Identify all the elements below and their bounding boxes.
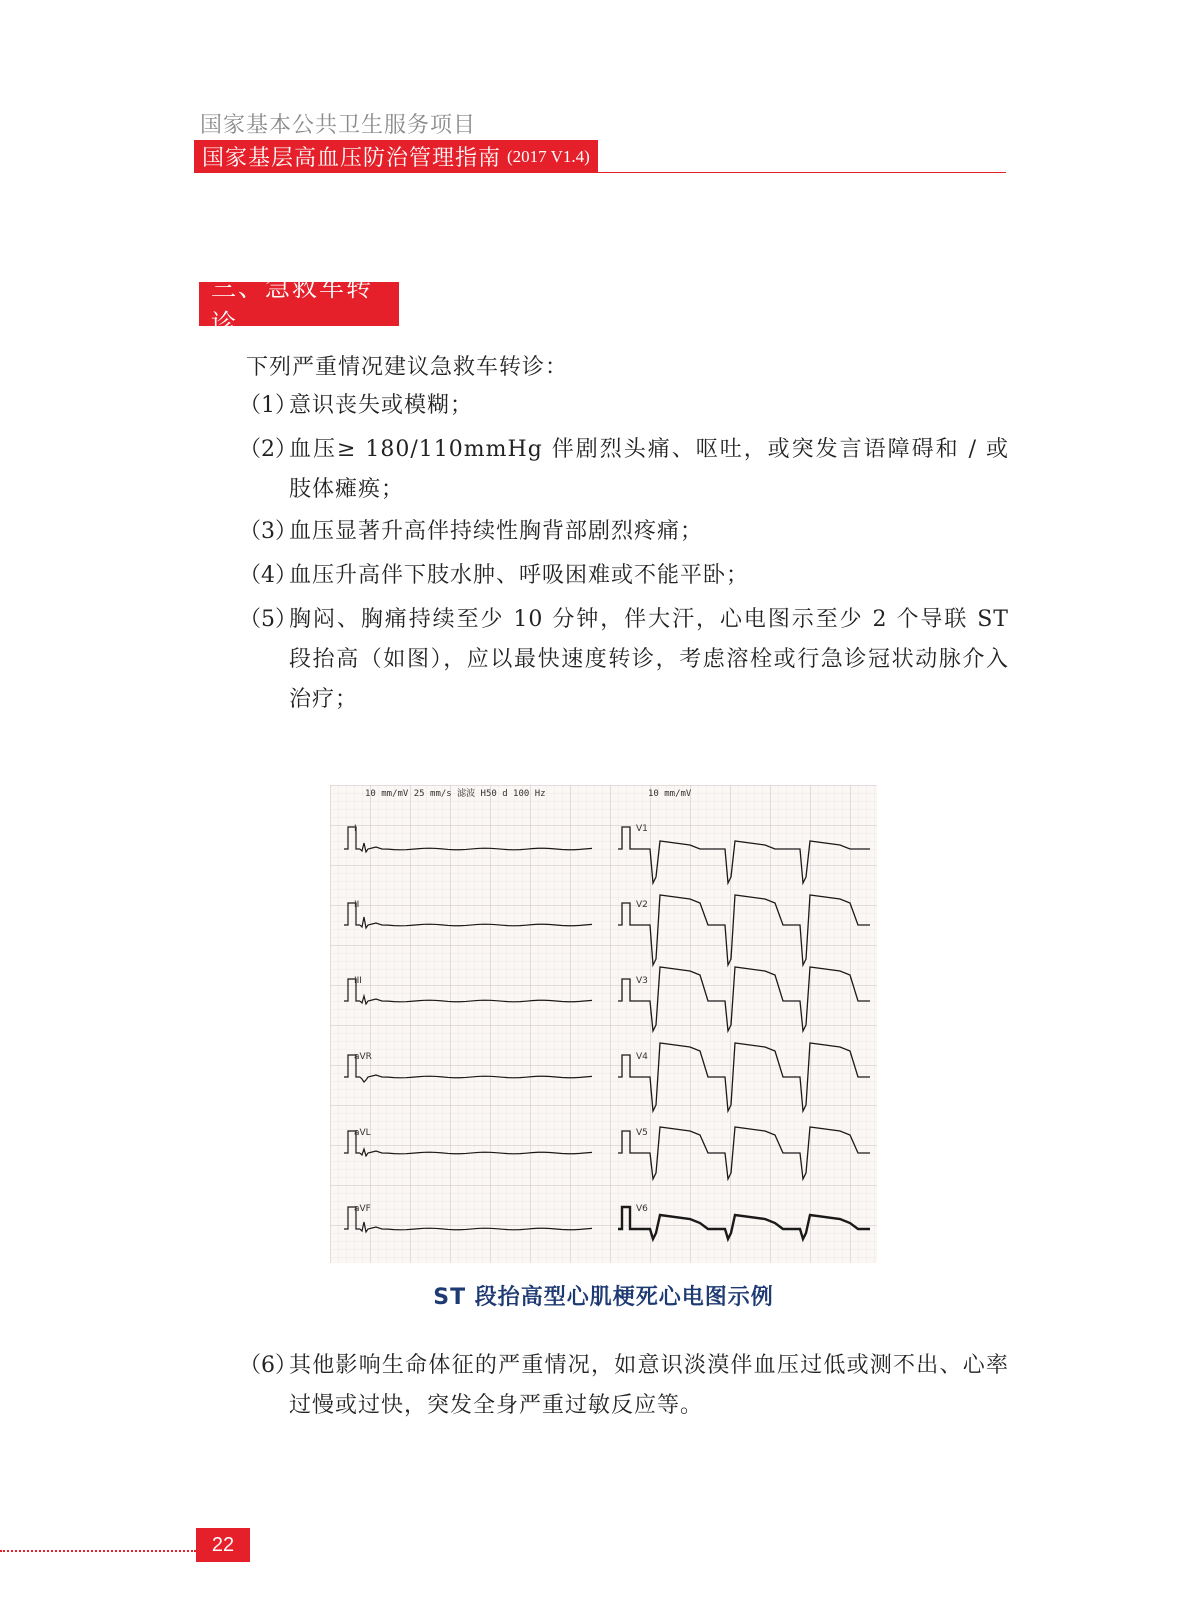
section-heading: 三、急救车转诊 [199, 282, 399, 326]
list-item-text: 血压升高伴下肢水肿、呼吸困难或不能平卧； [289, 563, 750, 588]
list-item [239, 600, 1009, 720]
list-item [239, 512, 1009, 552]
ecg-chart [330, 785, 877, 1263]
section-intro: 下列严重情况建议急救车转诊： [246, 355, 569, 380]
list-item [239, 556, 1009, 596]
header-title-bar [194, 140, 598, 173]
list-item-text: 其他影响生命体征的严重情况，如意识淡漠伴血压过低或测不出、心率过慢或过快，突发全身严重过敏反应等。 [289, 1353, 1009, 1418]
header-program: 国家基本公共卫生服务项目 [200, 113, 477, 138]
ecg-lead-label: V3 [636, 976, 648, 986]
ecg-lead-label: V6 [636, 1204, 648, 1214]
list-item-text: 胸闷、胸痛持续至少 10 分钟，伴大汗，心电图示至少 2 个导联 ST 段抬高（如图），应以最快速度转诊，考虑溶栓或行急诊冠状动脉介入治疗； [289, 607, 1009, 712]
header-title: 国家基层高血压防治管理指南 [202, 146, 502, 171]
ecg-lead-label: III [354, 976, 362, 986]
ecg-lead-label: aVL [354, 1128, 371, 1138]
ecg-lead-label: aVR [354, 1052, 372, 1062]
ecg-lead-label: aVF [354, 1204, 371, 1214]
ecg-grid [330, 785, 877, 1263]
list-item-number: （2） [239, 437, 297, 462]
list-item [239, 430, 1009, 510]
footer-dotted-rule [0, 1550, 196, 1552]
ecg-figure [330, 785, 877, 1263]
list-item-number: （6） [239, 1353, 297, 1378]
ecg-lead-label: I [354, 824, 357, 834]
ecg-left-header: 10 mm/mV 25 mm/s 滤波 H50 d 100 Hz [365, 789, 546, 799]
ecg-lead-label: V4 [636, 1052, 648, 1062]
list-item-text: 血压≥ 180/110mmHg 伴剧烈头痛、呕吐，或突发言语障碍和 / 或 肢体瘫痪； [289, 437, 1009, 502]
list-item-number: （1） [239, 393, 297, 418]
list-item-number: （5） [239, 607, 297, 632]
header-rule [194, 172, 1006, 173]
list-item [239, 1346, 1009, 1426]
ecg-lead-label: II [354, 900, 360, 910]
list-item-text: 血压显著升高伴持续性胸背部剧烈疼痛； [289, 519, 704, 544]
page-number: 22 [196, 1528, 250, 1562]
ecg-right-header: 10 mm/mV [648, 789, 692, 799]
ecg-lead-label: V1 [636, 824, 648, 834]
list-item-text: 意识丧失或模糊； [289, 393, 474, 418]
ecg-lead-label: V5 [636, 1128, 648, 1138]
ecg-lead-label: V2 [636, 900, 648, 910]
list-item [239, 386, 1009, 426]
list-item-number: （3） [239, 519, 297, 544]
list-item-number: （4） [239, 563, 297, 588]
header-version: (2017 V1.4) [507, 146, 590, 166]
figure-caption: ST 段抬高型心肌梗死心电图示例 [433, 1285, 774, 1310]
